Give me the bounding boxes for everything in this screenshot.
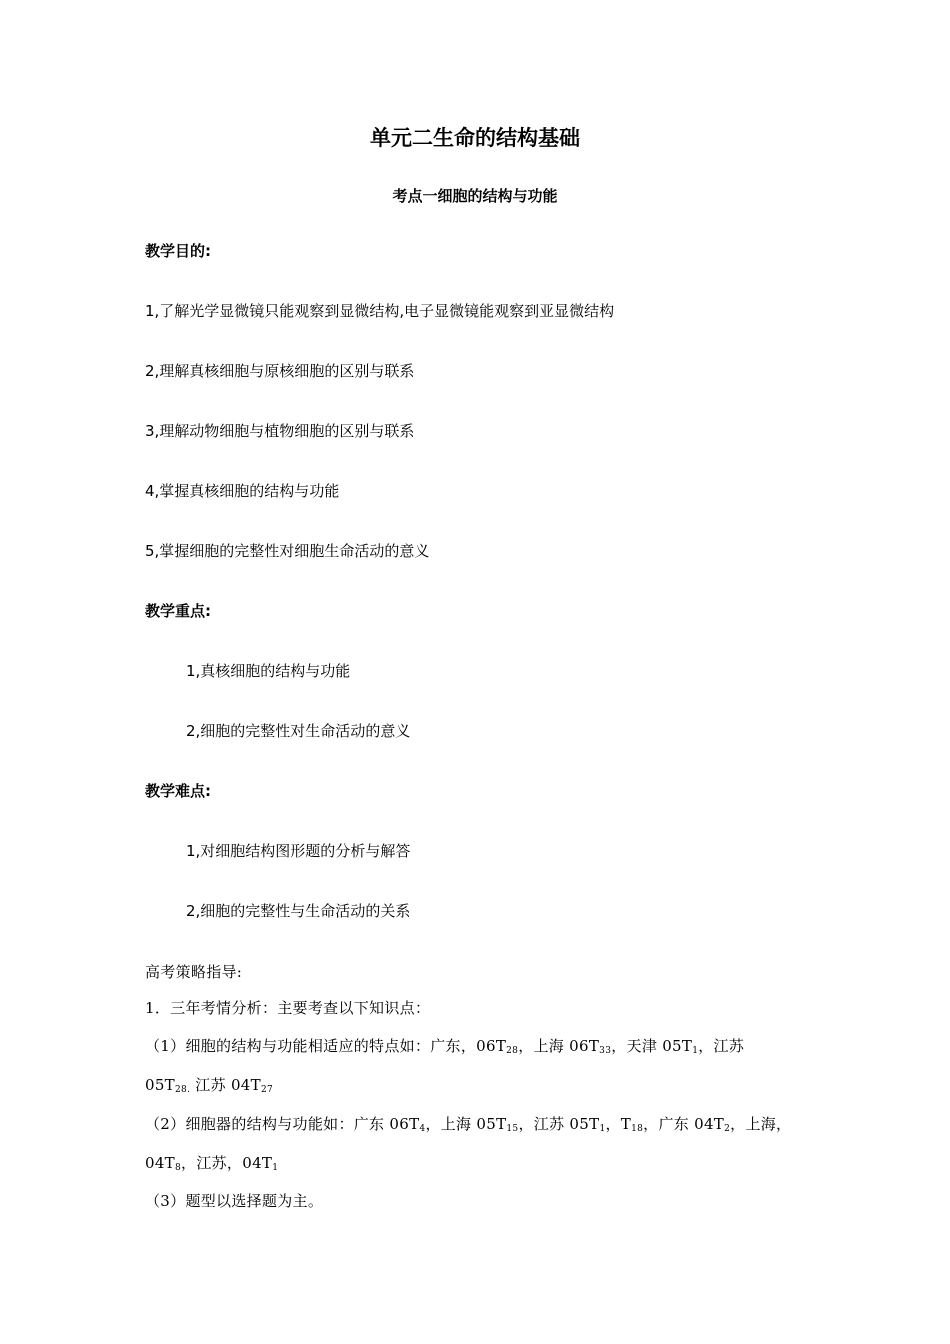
strategy-point-2: （2）细胞器的结构与功能如：广东 $06T_4$，上海 $05T_{15}$，江苏 $05T_1$，$T_{18}$，广东 $04T_2$，上海， — [145, 1115, 792, 1134]
section-subtitle: 考点一细胞的结构与功能 — [392, 187, 558, 205]
objective-item: 1,了解光学显微镜只能观察到显微结构,电子显微镜能观察到亚显微结构 — [145, 302, 615, 320]
difficulties-heading: 教学难点: — [145, 782, 211, 800]
difficulty-item: 1,对细胞结构图形题的分析与解答 — [186, 842, 411, 860]
strategy-point-1: （1）细胞的结构与功能相适应的特点如：广东，$06T_{28}$，上海 $06T_{33}$，天津 $05T_1$，江苏 — [145, 1037, 745, 1056]
strategy-analysis-line: 1．三年考情分析：主要考查以下知识点： — [145, 999, 431, 1017]
strategy-point-3: （3）题型以选择题为主。 — [145, 1192, 324, 1210]
strategy-point-1-continued: $05T_{28.}$ 江苏 $04T_{27}$ — [145, 1076, 274, 1095]
key-points-heading: 教学重点: — [145, 602, 211, 620]
document-title: 单元二生命的结构基础 — [370, 126, 580, 150]
objective-item: 4,掌握真核细胞的结构与功能 — [145, 482, 340, 500]
key-point-item: 2,细胞的完整性对生命活动的意义 — [186, 722, 411, 740]
key-point-item: 1,真核细胞的结构与功能 — [186, 662, 351, 680]
strategy-point-2-continued: $04T_8$，江苏，$04T_1$ — [145, 1154, 279, 1173]
objectives-heading: 教学目的: — [145, 242, 211, 260]
objective-item: 2,理解真核细胞与原核细胞的区别与联系 — [145, 362, 415, 380]
difficulty-item: 2,细胞的完整性与生命活动的关系 — [186, 902, 411, 920]
strategy-heading: 高考策略指导: — [145, 963, 243, 981]
objective-item: 3,理解动物细胞与植物细胞的区别与联系 — [145, 422, 415, 440]
objective-item: 5,掌握细胞的完整性对细胞生命活动的意义 — [145, 542, 430, 560]
